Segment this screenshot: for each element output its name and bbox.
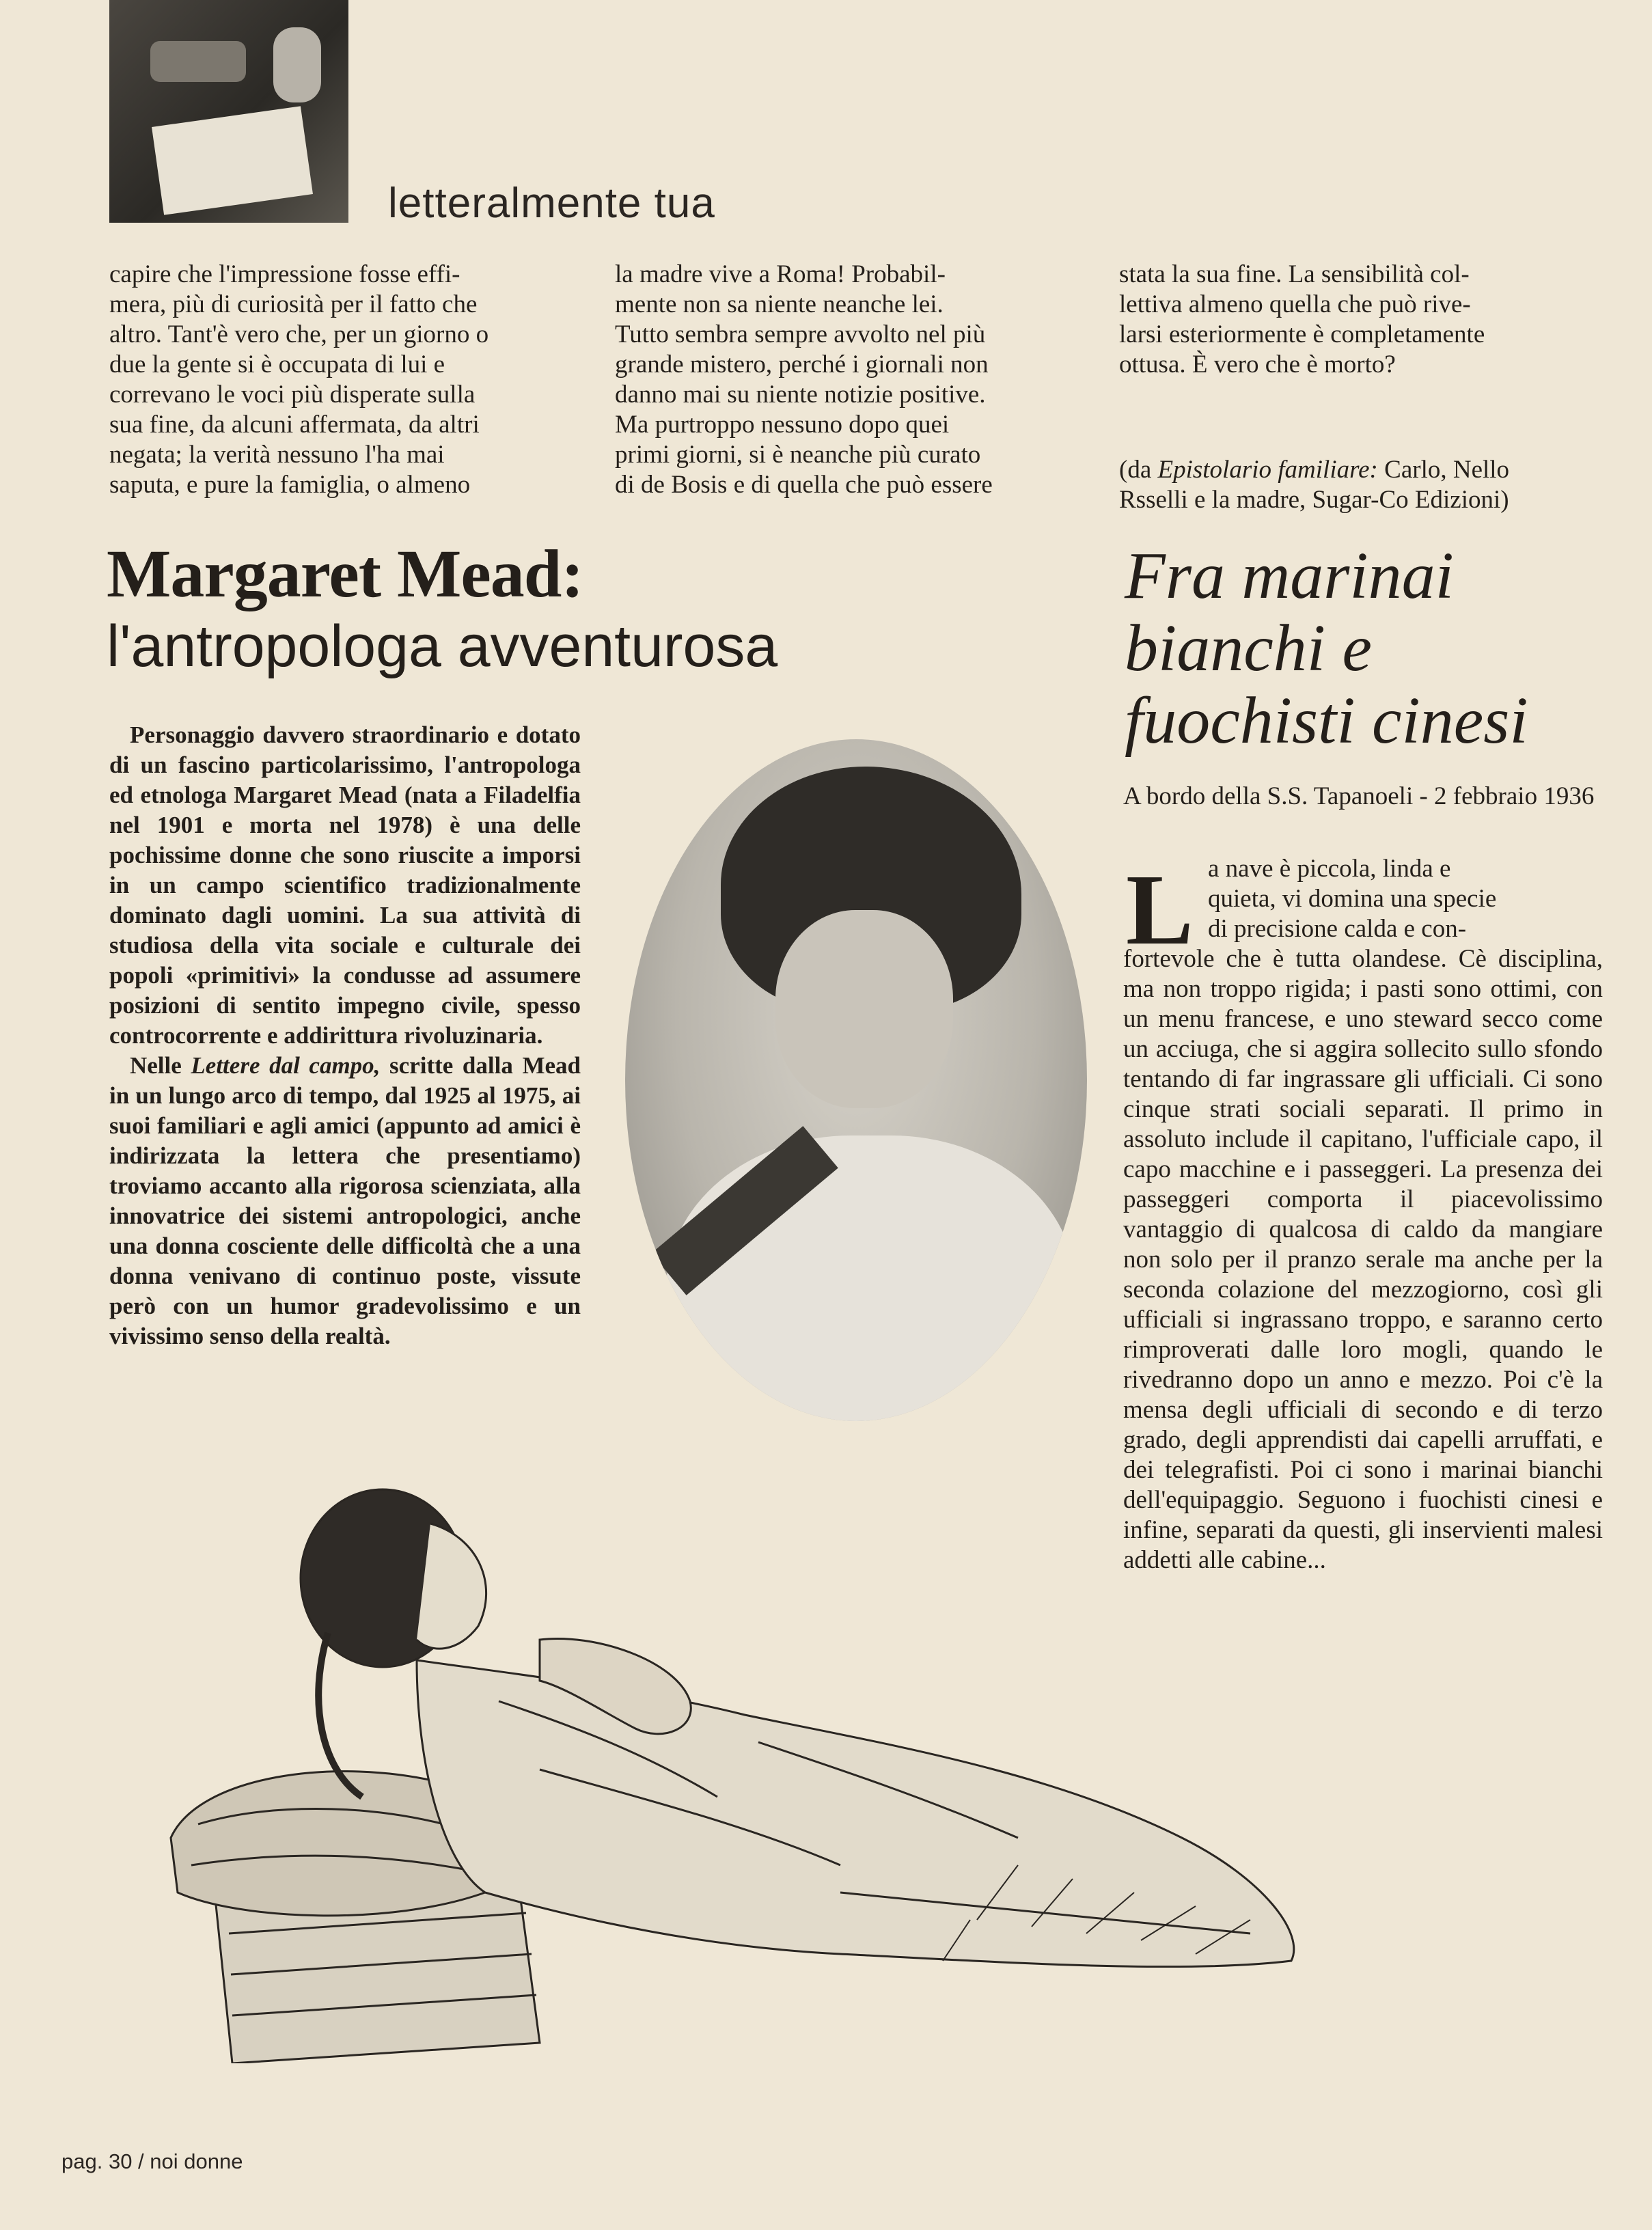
letter-body (1123, 854, 1603, 1575)
column-line: grande mistero, perché i giornali non (615, 350, 989, 378)
article-headline: Margaret Mead: (107, 536, 583, 611)
column-line: Tutto sembra sempre avvolto nel più (615, 320, 986, 348)
column-line: ottusa. È vero che è morto? (1119, 350, 1396, 378)
intro-paragraph-2: Nelle Lettere dal campo, scritte dalla Mead in un lungo arco di tempo, dal 1925 al 1975, ai suoi familiari e agli amici (appunto ad amici è indirizzata la lettera che presentiamo) troviamo accanto alla rigorosa scienziata, alla innovatrice dei sistemi antropologici, anche una donna cosciente delle difficoltà che a una donna venivano di continuo poste, vissute però con un humor gradevolissimo e un vivissimo senso della realtà. (109, 1052, 581, 1349)
column-line: due la gente si è occupata di lui e (109, 350, 445, 378)
top-column-b (615, 260, 1089, 500)
letter-body-text: fortevole che è tutta olandese. Cè disciplina, ma non troppo rigida; i pasti sono ottimi, con un menu francese, e uno steward secco come un acciuga, che si aggira sollecito sullo sfondo tentando di far ingrassare gli ufficiali. Ci sono cinque strati sociali separati. Il primo in assoluto include il capitano, l'ufficiale capo, il capo macchine e i passeggeri. La presenza dei passeggeri comporta il piacevolissimo vantaggio di qualcosa di caldo da mangiare non solo per il pranzo serale ma anche per la seconda colazione del mezzogiorno, così gli ufficiali si ingrassano troppo, e saranno certo rimproverati dalle loro mogli, quando le rivedranno dopo un anno e mezzo. Poi c'è la mensa degli ufficiali di secondo e di terzo grado, degli apprendisti dai capelli arruffati, e dei telegrafisti. Poi ci sono i marinai bianchi dell'equipaggio. Seguono i fuochisti cinesi e infine, separati da questi, gli inservienti malesi addetti alle cabine... (1123, 945, 1603, 1574)
inkwell-shape (150, 41, 246, 82)
section-title: letteralmente tua (388, 180, 715, 227)
reclining-woman-engraving (157, 1483, 1332, 2063)
portrait-shoulders (666, 1135, 1076, 1421)
top-column-a (109, 260, 585, 500)
column-line: Ma purtroppo nessuno dopo quei (615, 411, 950, 439)
page-footer: pag. 30 / noi donne (61, 2149, 243, 2173)
column-line: stata la sua fine. La sensibilità col- (1119, 260, 1470, 288)
portrait-face (775, 910, 953, 1108)
column-line: lettiva almeno quella che può rive- (1119, 290, 1471, 318)
letter-dateline: A bordo della S.S. Tapanoeli - 2 febbraio 1936 (1123, 782, 1595, 810)
column-line: mente non sa niente neanche lei. (615, 290, 944, 318)
article-subheadline: l'antropologa avventurosa (107, 614, 778, 679)
letter-opening: a nave è piccola, linda e quieta, vi domina una specie di precisione calda e con- (1208, 855, 1497, 943)
header-photo (109, 0, 348, 223)
article-intro (109, 720, 581, 1351)
column-line: capire che l'impressione fosse effi- (109, 260, 460, 288)
source-credit: (da Epistolario familiare: Carlo, Nello Rsselli e la madre, Sugar-Co Edizioni) (1119, 456, 1510, 514)
top-column-c (1119, 260, 1603, 380)
column-line: sua fine, da alcuni affermata, da altri (109, 411, 480, 439)
bottle-shape (273, 27, 321, 102)
column-line: negata; la verità nessuno l'ha mai (109, 441, 445, 469)
intro-paragraph-1: Personaggio davvero straordinario e dotato di un fascino particolarissimo, l'antropologa ed etnologa Margaret Mead (nata a Filadelfia nel 1901 e morta nel 1978) è una delle pochissime donne che sono riuscite a imporsi in un campo scientifico tradizionalmente dominato dagli uomini. La sua attività di studiosa della vita sociale e culturale dei popoli «primitivi» la condusse ad assumere posizioni di sentito impegno civile, spesso controcorrente e addirittura rivoluzinaria. (109, 721, 581, 1049)
column-line: primi giorni, si è neanche più curato (615, 441, 981, 469)
letter-headline: Fra marinai bianchi e fuochisti cinesi (1125, 539, 1528, 758)
column-line: mera, più di curiosità per il fatto che (109, 290, 478, 318)
drop-cap: L (1126, 854, 1194, 966)
column-line: danno mai su niente notizie positive. (615, 381, 986, 409)
notepad-shape (152, 106, 313, 215)
column-line: larsi esteriormente è completamente (1119, 320, 1485, 348)
portrait-photo (625, 739, 1087, 1421)
column-line: saputa, e pure la famiglia, o almeno (109, 471, 471, 499)
column-line: di de Bosis e di quella che può essere (615, 471, 993, 499)
column-line: correvano le voci più disperate sulla (109, 381, 476, 409)
column-line: la madre vive a Roma! Probabil- (615, 260, 946, 288)
column-line: altro. Tant'è vero che, per un giorno o (109, 320, 489, 348)
